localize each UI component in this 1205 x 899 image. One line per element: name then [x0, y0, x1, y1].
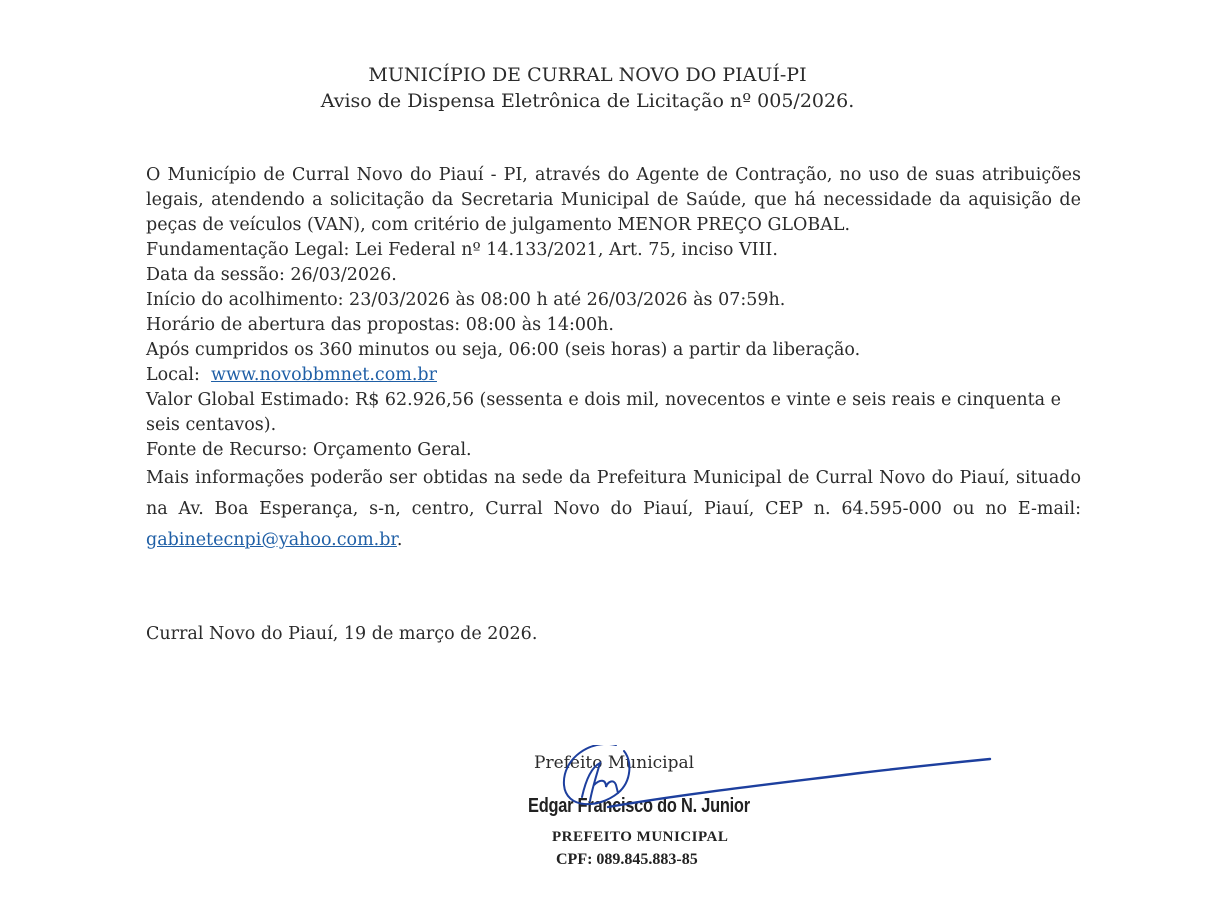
after-minutes: Após cumpridos os 360 minutos ou seja, 06:00 (seis horas) a partir da liberação.: [146, 340, 861, 360]
intro-paragraph: O Município de Curral Novo do Piauí - PI, através do Agente de Contração, no uso de suas atribuições legais, atendendo a solicitação da Secretaria Municipal de Saúde, que há necessidade da aquisição de peças de veículos (VAN), com critério de julgamento MENOR PREÇO GLOBAL.: [146, 165, 1081, 235]
signature-tail-stroke: [608, 759, 990, 807]
more-info: [146, 463, 1081, 556]
more-info-text: Mais informações poderão ser obtidas na sede da Prefeitura Municipal de Curral Novo do Piauí, situado na Av. Boa Esperança, s-n, centro, Curral Novo do Piauí, Piauí, CEP n. 64.595-000 ou no E-mail:: [146, 468, 1081, 519]
document-subtitle: Aviso de Dispensa Eletrônica de Licitação nº 005/2026.: [320, 90, 855, 112]
stamp-title: PREFEITO MUNICIPAL: [552, 829, 729, 845]
reception-start: Início do acolhimento: 23/03/2026 às 08:00 h até 26/03/2026 às 07:59h.: [146, 290, 786, 310]
signer-role: Prefeito Municipal: [534, 753, 695, 773]
email-link[interactable]: gabinetecnpi@yahoo.com.br: [146, 530, 397, 550]
email-suffix: .: [396, 530, 403, 550]
local-label: Local:: [146, 365, 200, 385]
local-line: [146, 363, 1081, 388]
place-date: Curral Novo do Piauí, 19 de março de 2026.: [146, 624, 538, 644]
notice-body: [146, 163, 1081, 556]
opening-hours: Horário de abertura das propostas: 08:00 às 14:00h.: [146, 315, 614, 335]
local-link[interactable]: www.novobbmnet.com.br: [211, 365, 437, 385]
estimated-value: Valor Global Estimado: R$ 62.926,56 (sessenta e dois mil, novecentos e vinte e seis reais e cinquenta e seis centavos).: [146, 390, 1062, 435]
session-date: Data da sessão: 26/03/2026.: [146, 265, 397, 285]
resource-source: Fonte de Recurso: Orçamento Geral.: [146, 440, 472, 460]
document-title: MUNICÍPIO DE CURRAL NOVO DO PIAUÍ-PI: [368, 64, 807, 86]
signature-block: [520, 745, 1000, 885]
stamp-cpf: CPF: 089.845.883-85: [556, 851, 698, 868]
signature-letters-stroke: [582, 763, 618, 801]
handwritten-signature: [520, 745, 1000, 855]
stamp-signer-name: Edgar Francisco do N. Junior: [528, 795, 750, 817]
legal-basis: Fundamentação Legal: Lei Federal nº 14.133/2021, Art. 75, inciso VIII.: [146, 240, 778, 260]
